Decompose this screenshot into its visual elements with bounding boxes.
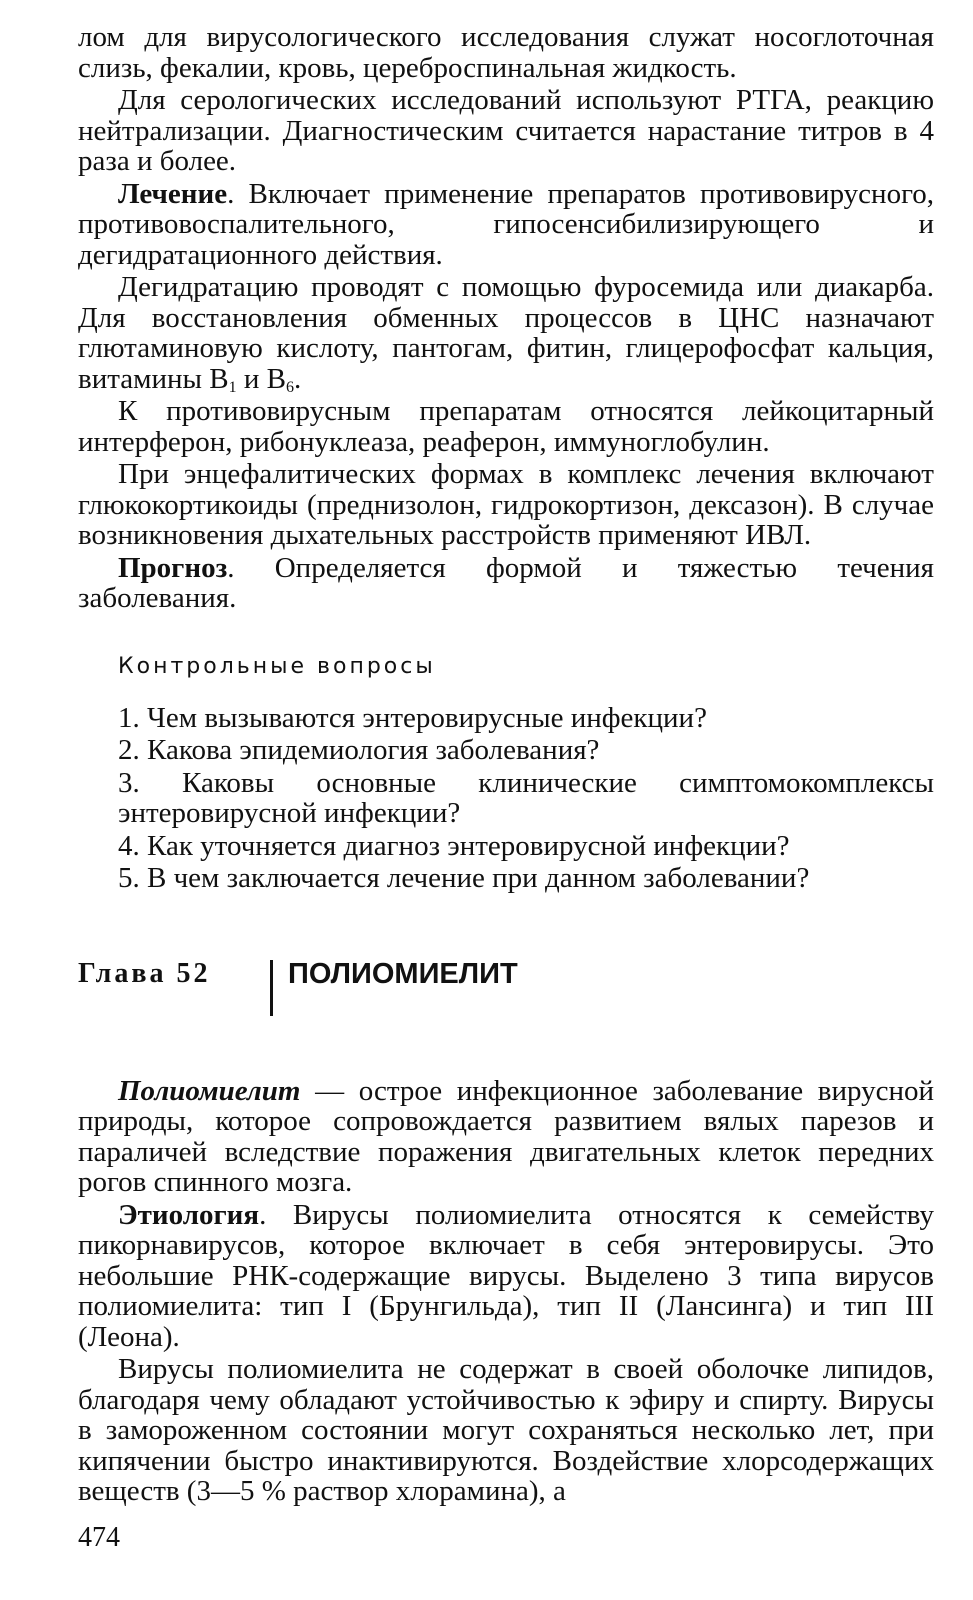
runin-heading-etiology: Этиология [118,1198,260,1231]
chapter-heading [78,958,934,1048]
paragraph-encephalitic: При энцефалитических формах в комплекс лечения включают глюкокортикоиды (преднизолон, гидрокортизон, дексазон). В случае возникновения дыхательных расстройств применяют ИВЛ. [78,458,934,551]
questions-title: Контрольные вопросы [118,653,436,679]
question-item: 1. Чем вызываются энтеровирусные инфекции? [118,701,707,734]
runin-heading-prognosis: Прогноз [118,551,228,584]
subscript-6: 6 [285,378,294,396]
chapter-number: Глава 52 [78,957,211,989]
paragraph-resistance: Вирусы полиомиелита не содержат в своей оболочке липидов, благодаря чему обладают устойчивостью к эфиру и спирту. Вирусы в замороженном состоянии могут сохраняться несколько лет, при кипячении быстро инактивируются. Воздействие хлорсодержащих веществ (3—5 % раствор хлорамина), а [78,1353,934,1507]
paragraph-dehydration: Дегидратацию проводят с помощью фуросемида или диакарба. Для восстановления обменных процессов в ЦНС назначают глютаминовую кислоту, пантогам, фитин, глицерофосфат кальция, витамины $В_1$ и $В_6$. [78,271,934,396]
runin-heading-definition: Полиомиелит [118,1074,301,1107]
paragraph-continuation: лом для вирусологического исследования служат носоглоточная слизь, фекалии, кровь, цереброспинальная жидкость. [78,21,934,84]
runin-heading-treatment: Лечение [118,177,228,210]
paragraph-prognosis: Прогноз. Определяется формой и тяжестью течения заболевания. [78,551,934,614]
paragraph-treatment: Лечение. Включает применение препаратов противовирусного, противовоспалительного, гипосенсибилизирующего и дегидратационного действия. [78,177,934,271]
subscript-1: 1 [228,378,237,396]
question-item: 2. Какова эпидемиология заболевания? [118,734,600,766]
page-content [78,22,934,1509]
paragraph-definition: Полиомиелит — острое инфекционное заболевание вирусной природы, которое сопровождается развитием вялых парезов и параличей вследствие поражения двигательных клеток передних рогов спинного мозга. [78,1074,934,1198]
question-item: 4. Как уточняется диагноз энтеровирусной инфекции? [118,829,790,862]
paragraph-serology: Для серологических исследований используют РТГА, реакцию нейтрализации. Диагностическим считается нарастание титров в 4 раза и более. [78,84,934,177]
chapter-title: ПОЛИОМИЕЛИТ [288,957,518,990]
question-item: 5. В чем заключается лечение при данном заболевании? [118,862,810,894]
paragraph-etiology: Этиология. Вирусы полиомиелита относятся к семейству пикорнавирусов, которое включает в себя энтеровирусы. Это небольшие РНК-содержащие вирусы. Выделено 3 типа вирусов полиомиелита: тип I (Брунгильда), тип II (Лансинга) и тип III (Леона). [78,1198,934,1353]
question-item: 3. Каковы основные клинические симптомокомплексы энтеровирусной инфекции? [118,766,934,829]
questions-list [78,703,934,894]
paragraph-antivirals: К противовирусным препаратам относятся лейкоцитарный интерферон, рибонуклеаза, реаферон, иммуноглобулин. [78,395,934,458]
chapter-divider [270,960,273,1016]
page-number: 474 [78,1522,120,1553]
